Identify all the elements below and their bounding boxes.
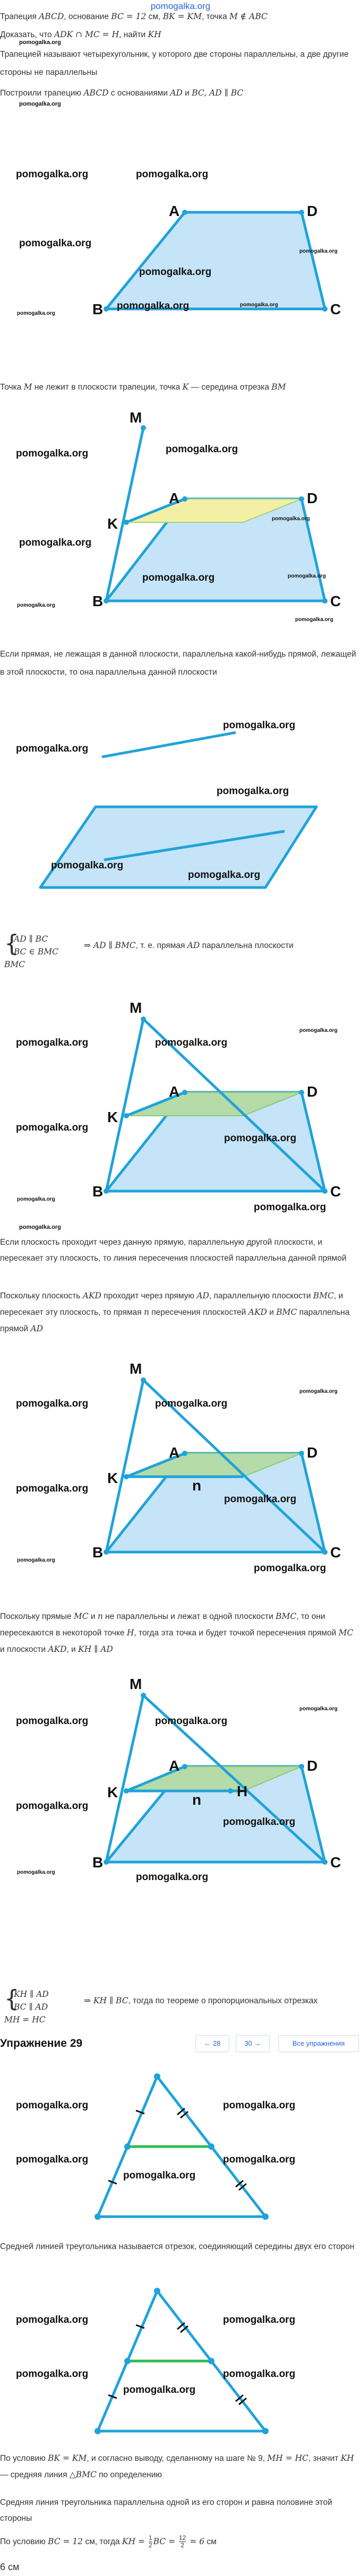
svg-text:pomogalka.org: pomogalka.org [142, 572, 215, 583]
svg-text:B: B [92, 1544, 104, 1561]
label-b: B [92, 301, 104, 317]
svg-text:pomogalka.org: pomogalka.org [272, 516, 310, 522]
label-a: A [169, 490, 180, 506]
all-exercises-button[interactable]: Все упражнения [278, 2035, 359, 2052]
midline-property: Средняя линия треугольника параллельна одной из его сторон и равна половине этой стороны [0, 2498, 332, 2523]
label-d: D [307, 490, 318, 506]
watermark: pomogalka.org [299, 248, 338, 254]
svg-text:A: A [169, 1757, 180, 1774]
svg-text:pomogalka.org: pomogalka.org [16, 2154, 89, 2165]
svg-text:pomogalka.org: pomogalka.org [224, 1494, 297, 1505]
figure-line-plane [0, 706, 361, 924]
point-d [299, 210, 304, 215]
svg-text:pomogalka.org: pomogalka.org [17, 1557, 55, 1563]
svg-text:K: K [107, 1470, 118, 1486]
svg-text:pomogalka.org: pomogalka.org [217, 786, 289, 797]
svg-text:pomogalka.org: pomogalka.org [16, 743, 89, 754]
svg-text:B: B [92, 1854, 104, 1871]
svg-text:pomogalka.org: pomogalka.org [288, 573, 326, 579]
next-exercise-button[interactable]: 30 → [236, 2035, 270, 2052]
svg-text:A: A [169, 1083, 180, 1100]
point-a [182, 210, 187, 215]
svg-text:pomogalka.org: pomogalka.org [17, 1869, 55, 1875]
problem-statement: Трапеция ABCD, основание BC = 12 см, BK = KM, точка M ∉ ABC [0, 12, 268, 21]
svg-text:pomogalka.org: pomogalka.org [155, 1716, 228, 1727]
svg-text:pomogalka.org: pomogalka.org [136, 1872, 209, 1883]
svg-text:pomogalka.org: pomogalka.org [223, 720, 296, 731]
svg-text:D: D [307, 1083, 318, 1100]
svg-text:n: n [192, 1791, 202, 1808]
watermark: pomogalka.org [117, 300, 190, 312]
svg-text:pomogalka.org: pomogalka.org [16, 1037, 89, 1048]
svg-text:A: A [169, 1444, 180, 1461]
svg-text:pomogalka.org: pomogalka.org [16, 1122, 89, 1133]
figure-point-h [0, 1666, 361, 1889]
svg-text:pomogalka.org: pomogalka.org [123, 2384, 196, 2396]
svg-text:pomogalka.org: pomogalka.org [155, 1398, 228, 1409]
svg-text:pomogalka.org: pomogalka.org [16, 1398, 89, 1409]
svg-text:pomogalka.org: pomogalka.org [224, 1133, 297, 1144]
svg-text:pomogalka.org: pomogalka.org [299, 1706, 338, 1712]
svg-text:C: C [330, 1854, 341, 1871]
label-d: D [307, 203, 318, 219]
label-c: C [330, 301, 341, 317]
svg-text:pomogalka.org: pomogalka.org [123, 2170, 196, 2181]
midline-definition: Средней линией треугольника называется отрезок, соединяющий середины двух его сторон [0, 2242, 355, 2251]
svg-text:pomogalka.org: pomogalka.org [16, 2314, 89, 2325]
label-c: C [330, 593, 341, 609]
svg-text:pomogalka.org: pomogalka.org [155, 1037, 228, 1048]
svg-text:pomogalka.org: pomogalka.org [223, 2154, 296, 2165]
svg-text:D: D [307, 1757, 318, 1774]
label-m: M [130, 409, 142, 426]
problem-goal: Доказать, что ADK ∩ MC = H, найти KH [0, 30, 161, 39]
svg-text:pomogalka.org: pomogalka.org [16, 1483, 89, 1494]
line-outside [102, 733, 236, 757]
svg-text:pomogalka.org: pomogalka.org [254, 1563, 326, 1574]
svg-text:pomogalka.org: pomogalka.org [223, 2314, 296, 2325]
point-m-text: Точка M не лежит в плоскости трапеции, точка K — середина отрезка BM [0, 382, 286, 392]
svg-text:M: M [130, 1000, 142, 1016]
svg-text:C: C [330, 1544, 341, 1561]
svg-text:pomogalka.org: pomogalka.org [16, 2100, 89, 2111]
svg-text:pomogalka.org: pomogalka.org [51, 860, 124, 871]
svg-text:B: B [92, 1183, 104, 1200]
figure-line-n [0, 1348, 361, 1582]
calculation-text: По условию BC = 12 см, тогда KH = $\frac{1}{2}$ BC = $\frac{12}{2}$ = 6 см [0, 2534, 217, 2549]
svg-text:pomogalka.org: pomogalka.org [254, 1202, 326, 1213]
svg-text:pomogalka.org: pomogalka.org [223, 2100, 296, 2111]
svg-text:pomogalka.org: pomogalka.org [16, 448, 89, 459]
figure-point-m [0, 399, 361, 639]
watermark: pomogalka.org [19, 238, 92, 249]
svg-text:D: D [307, 1444, 318, 1461]
svg-text:pomogalka.org: pomogalka.org [223, 1816, 296, 1828]
prev-exercise-button[interactable]: ← 28 [195, 2035, 229, 2052]
svg-text:pomogalka.org: pomogalka.org [295, 617, 333, 623]
svg-text:K: K [107, 1109, 118, 1125]
label-h: H [237, 1783, 248, 1799]
label-k: K [107, 515, 118, 532]
theorem-line-plane: Если прямая, не лежащая в данной плоскости, параллельна какой-нибудь прямой, лежащей в этой плоскости, то она параллельна данной плоскости [0, 650, 356, 677]
trapezoid-definition: Трапецией называют четырехугольник, у которого две стороны параллельны, а две другие стороны не параллельны [0, 50, 349, 77]
svg-text:pomogalka.org: pomogalka.org [166, 444, 238, 455]
label-n: n [192, 1477, 202, 1494]
watermark: pomogalka.org [17, 311, 55, 316]
watermark: pomogalka.org [19, 101, 61, 107]
svg-text:pomogalka.org: pomogalka.org [17, 602, 55, 608]
figure-triangle-midline [0, 2056, 361, 2232]
watermark: pomogalka.org [16, 169, 89, 180]
watermark: pomogalka.org [136, 169, 209, 180]
figure-triangle-bmc [0, 2271, 361, 2446]
svg-text:pomogalka.org: pomogalka.org [188, 869, 261, 881]
point-b [104, 306, 109, 312]
theorem-plane-intersection: Если плоскость проходит через данную прямую, параллельную другой плоскости, и пересекает эту плоскость, то линия пересечения плоскостей параллельна данной прямой [0, 1238, 347, 1263]
svg-text:pomogalka.org: pomogalka.org [299, 1028, 338, 1033]
construction-text: Построили трапецию ABCD с основаниями AD и BC, AD ∥ BC [0, 88, 244, 98]
svg-text:pomogalka.org: pomogalka.org [299, 1389, 338, 1394]
watermark: pomogalka.org [19, 39, 61, 46]
site-link-top[interactable]: pomogalka.org [150, 1, 211, 11]
svg-text:pomogalka.org: pomogalka.org [19, 537, 92, 548]
svg-text:pomogalka.org: pomogalka.org [16, 1800, 89, 1812]
exercise-title: Упражнение 29 [0, 2037, 83, 2049]
answer: 6 см [0, 2562, 20, 2572]
point-h-text: Поскольку прямые MC и n не параллельны и лежат в одной плоскости BMC, то они пересекаются в некоторой точке H, тогда эта точка и будет точкой пересечения прямой MC и плоскости AKD, и KH ∥ AD [0, 1612, 354, 1654]
label-b: B [92, 593, 104, 609]
line-n-text: Поскольку плоскость AKD проходит через прямую AD, параллельную плоскости BMC, и пересекает эту плоскость, то прямая n пересечения плоскостей AKD и BMC параллельна прямой AD [0, 1291, 350, 1333]
svg-text:C: C [330, 1183, 341, 1200]
svg-text:pomogalka.org: pomogalka.org [223, 2368, 296, 2380]
point-c [322, 306, 328, 312]
watermark: pomogalka.org [139, 266, 212, 278]
trapezoid-abcd [106, 212, 325, 309]
watermark: pomogalka.org [240, 302, 278, 308]
midline-proof-text: По условию BK = KM, и согласно выводу, сделанному на шаге № 9, MH = HC, значит KH — средняя линия △BMC по определению [0, 2453, 354, 2479]
label-a: A [169, 203, 180, 219]
figure-trapezoid [0, 133, 361, 334]
svg-text:pomogalka.org: pomogalka.org [17, 1196, 55, 1202]
svg-text:M: M [130, 1676, 142, 1692]
svg-text:pomogalka.org: pomogalka.org [16, 1716, 89, 1727]
svg-text:K: K [107, 1784, 118, 1800]
svg-text:M: M [130, 1360, 142, 1377]
point-h [228, 1788, 233, 1794]
svg-text:pomogalka.org: pomogalka.org [16, 2368, 89, 2380]
figure-plane-akd [0, 987, 361, 1221]
